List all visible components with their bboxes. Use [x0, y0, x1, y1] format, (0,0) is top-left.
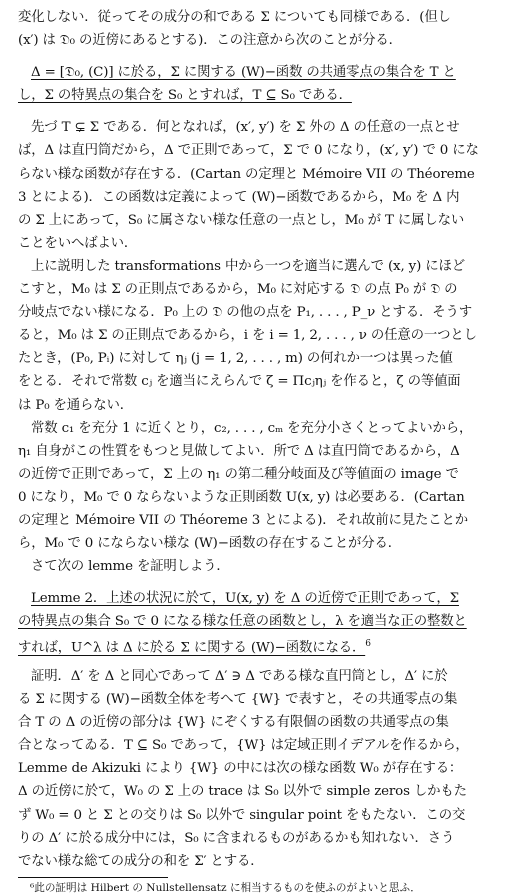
proof-paragraph [18, 555, 512, 578]
text-line: 合となってゐる．T ⊆ S₀ であって，{W} は定域正則イデアルを作るから， [18, 738, 469, 754]
text-line: たとき，(P₀, Pᵢ) に対して ηⱼ (j = 1, 2, . . . , m) の何れか一つは異った値 [18, 351, 453, 367]
text-line: Lemme de Akizuki により {W} の中には次の様な函数 W₀ が存在する： [18, 761, 463, 777]
text-line: らない様な函数が存在する．(Cartan の定理と Mémoire VII の Théoreme [18, 166, 475, 182]
text-line: の近傍で正則であって，Σ 上の η₁ の第二種分岐面及び等値面の image で [18, 466, 459, 482]
text-line: 先づ T ⊊ Σ である．何となれば，(x′, y′) を Σ 外の Δ の任意の一点とせ [31, 120, 460, 136]
text-line: の定理と Mémoire VII の Théoreme 3 とによる)．それ故前に見たことか [18, 512, 468, 528]
lemma-line [18, 633, 512, 660]
page-body [18, 6, 512, 896]
text-line: (x′) は 𝔇₀ の近傍にあるとする)．この注意から次のことが分る． [18, 33, 402, 49]
text-line: こすと，M₀ は Σ の正則点であるから，M₀ に対応する 𝔇 の点 P₀ が 𝔇 の [18, 282, 458, 298]
lemma-line: の特異点の集合 S₀ で 0 になる様な任意の函数とし，λ を適当な正の整数と [18, 614, 467, 630]
footnote-divider [18, 877, 168, 878]
proof-paragraph [18, 417, 512, 556]
lemma-block [18, 587, 512, 660]
intro-paragraph [18, 6, 512, 52]
text-line: 0 になり，M₀ で 0 ならないような正則函数 U(x, y) は必要ある．(Cartan [18, 489, 465, 505]
text-line: Δ の近傍に於て，W₀ の Σ 上の trace は S₀ 以外で simple zeros しかもた [18, 784, 467, 800]
text-line: は P₀ を通らない． [18, 397, 133, 413]
text-line: 3 とによる)．この函数は定義によって (W)−函数であるから，M₀ を Δ 内 [18, 189, 460, 205]
text-line: る Σ に関する (W)−函数全体を考へて {W} で表すと，その共通零点の集 [18, 692, 458, 708]
proof-paragraph [18, 116, 512, 255]
text-line: 常数 c₁ を充分 1 に近くとり，c₂, . . . , cₘ を充分小さくとってよいから， [31, 420, 473, 436]
text-line: りの Δ′ に於る成分中には，S₀ に含まれるものがあるかも知れない．さう [18, 830, 455, 846]
lemma-line-text: すれば，U^λ は Δ に於る Σ に関する (W)−函数になる． [18, 640, 366, 656]
proposition-block [18, 61, 512, 107]
footnote-marker: 6 [365, 639, 371, 650]
text-line: 分岐点でない様になる．P₀ 上の 𝔇 の他の点を P₁, . . . , P_ν とする．そうす [18, 305, 472, 321]
text-line: 変化しない．従ってその成分の和である Σ についても同様である．(但し [18, 10, 451, 25]
text-line: 上に説明した transformations 中から一つを適当に選んで (x, y) にほど [31, 258, 465, 274]
text-line: をとる．それで常数 cⱼ を適当にえらんで ζ = Πcⱼηⱼ を作ると，ζ の等値面 [18, 374, 461, 390]
text-line: η₁ 自身がこの性質をもつと見做してよい．所で Δ は直円筒であるから，Δ [18, 443, 460, 459]
text-line: さて次の lemme を証明しよう． [31, 559, 230, 575]
lemma-line: Lemme 2．上述の状況に於て，U(x, y) を Δ の近傍で正則であって，Σ [31, 591, 459, 607]
text-line: ると，M₀ は Σ の正則点であるから，i を i = 1, 2, . . . , ν の任意の一つとし [18, 328, 477, 344]
text-line: ず W₀ = 0 と Σ との交りは S₀ 以外で singular point をもたない．この交 [18, 807, 466, 823]
lemma-proof-paragraph [18, 665, 512, 873]
proof-paragraph [18, 255, 512, 417]
proposition-line: Δ = [𝔇₀, (C)] に於る，Σ に関する (W)−函数 の共通零点の集合を T と [31, 65, 456, 81]
footnote: ⁶此の証明は Hilbert の Nullstellensatz に相当するものを使ふのがよいと思ふ． [30, 881, 421, 894]
text-line: 証明．Δ′ を Δ と同心であって Δ′ ∋ Δ である様な直円筒とし，Δ′ に於 [31, 669, 448, 684]
text-line: ことをいへばよい． [18, 235, 138, 251]
text-line: 合 T の Δ の近傍の部分は {W} にぞくする有限個の函数の共通零点の集 [18, 715, 449, 731]
text-line: ら，M₀ で 0 にならない様な (W)−函数の存在することが分る． [18, 536, 401, 552]
text-line: ば，Δ は直円筒だから，Δ で正則であって，Σ で 0 になり，(x′, y′) で 0 にな [18, 143, 479, 159]
text-line: の Σ 上にあって，S₀ に属さない様な任意の一点とし，M₀ が T に属しない [18, 212, 465, 228]
text-line: でない様な総ての成分の和を Σ′ とする． [18, 853, 264, 869]
proposition-line: し，Σ の特異点の集合を S₀ とすれば，T ⊆ S₀ である． [18, 88, 352, 104]
